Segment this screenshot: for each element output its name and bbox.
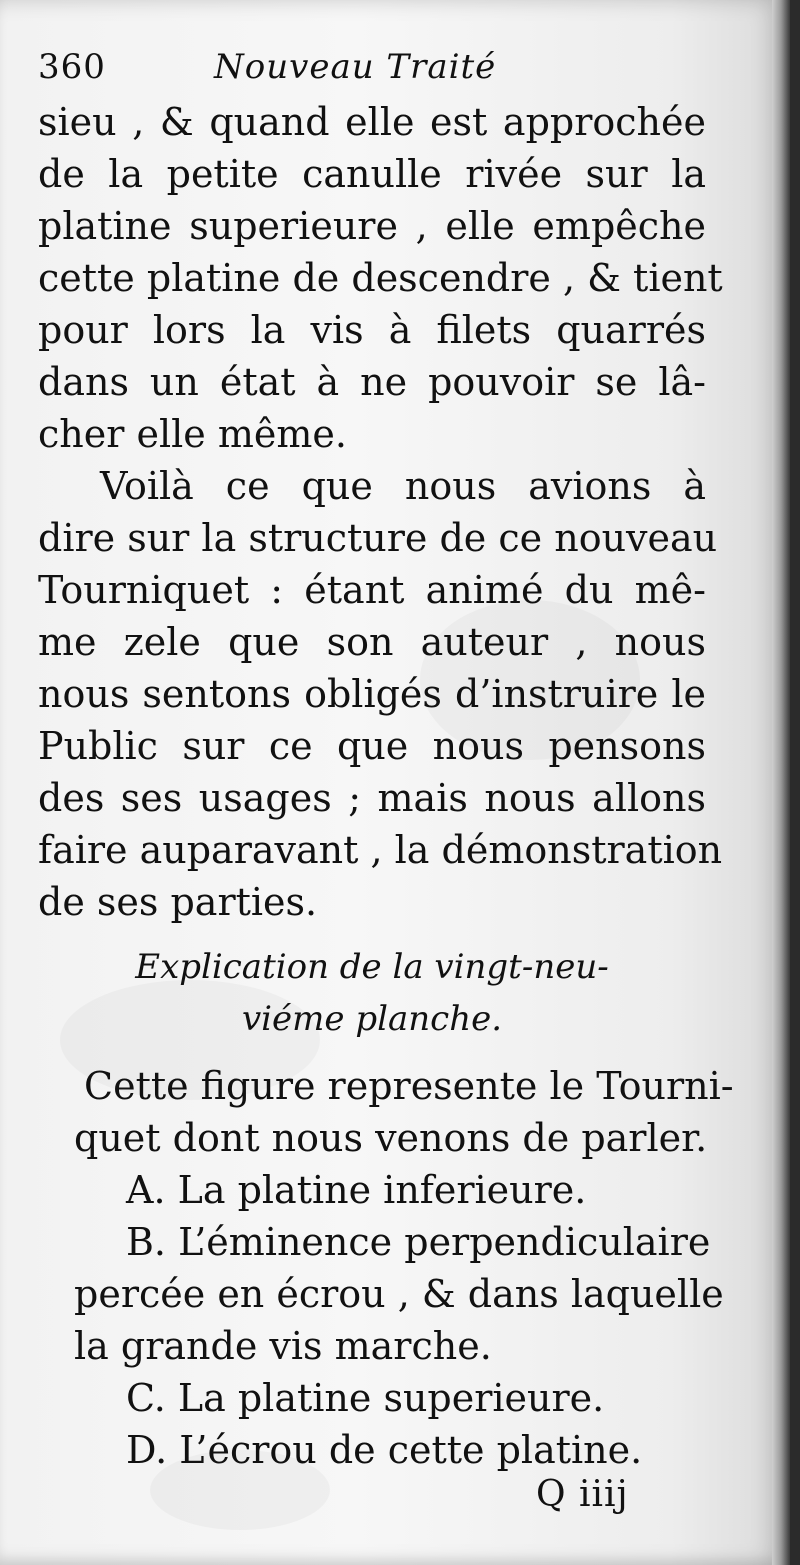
text-line: quet dont nous venons de parler. (74, 1116, 708, 1160)
page-number: 360 (38, 47, 106, 87)
text-line: Tourniquet : étant animé du mê- (38, 568, 706, 612)
page-edge-shadow (772, 0, 790, 1565)
text-line: nous sentons obligés d’instruire le (38, 672, 706, 716)
text-line: me zele que son auteur , nous (38, 620, 706, 664)
text-line: de ses parties. (38, 880, 318, 924)
legend-item-d: D. L’écrou de cette platine. (126, 1428, 643, 1472)
text-line: Cette figure represente le Tourni- (84, 1064, 734, 1108)
text-line: dans un état à ne pouvoir se lâ- (38, 360, 706, 404)
text-line: des ses usages ; mais nous allons (38, 776, 706, 820)
running-head (38, 42, 718, 92)
legend-item-c: C. La platine superieure. (126, 1376, 605, 1420)
caption-line: Explication de la vingt-neu- (135, 947, 609, 987)
legend-item-a: A. La platine inferieure. (126, 1168, 587, 1212)
running-title: Nouveau Traité (214, 47, 497, 87)
text-line: platine superieure , elle empêche (38, 204, 706, 248)
text-line: de la petite canulle rivée sur la (38, 152, 706, 196)
caption-line: viéme planche. (241, 999, 503, 1039)
text-line: dire sur la structure de ce nouveau (38, 516, 718, 560)
text-line: cher elle même. (38, 412, 347, 456)
catchword: Q iiij (536, 1474, 629, 1515)
text-line: faire auparavant , la démonstration (38, 828, 723, 872)
legend-item-b-continued: la grande vis marche. (74, 1324, 492, 1368)
text-line: Public sur ce que nous pensons (38, 724, 706, 768)
text-line: cette platine de descendre , & tient (38, 256, 723, 300)
legend-item-b-continued: percée en écrou , & dans laquelle (74, 1272, 724, 1316)
legend-item-b: B. L’éminence perpendiculaire (126, 1220, 711, 1264)
text-line: sieu , & quand elle est approchée (38, 100, 706, 144)
text-line: pour lors la vis à filets quarrés (38, 308, 706, 352)
text-line: Voilà ce que nous avions à (100, 464, 706, 508)
